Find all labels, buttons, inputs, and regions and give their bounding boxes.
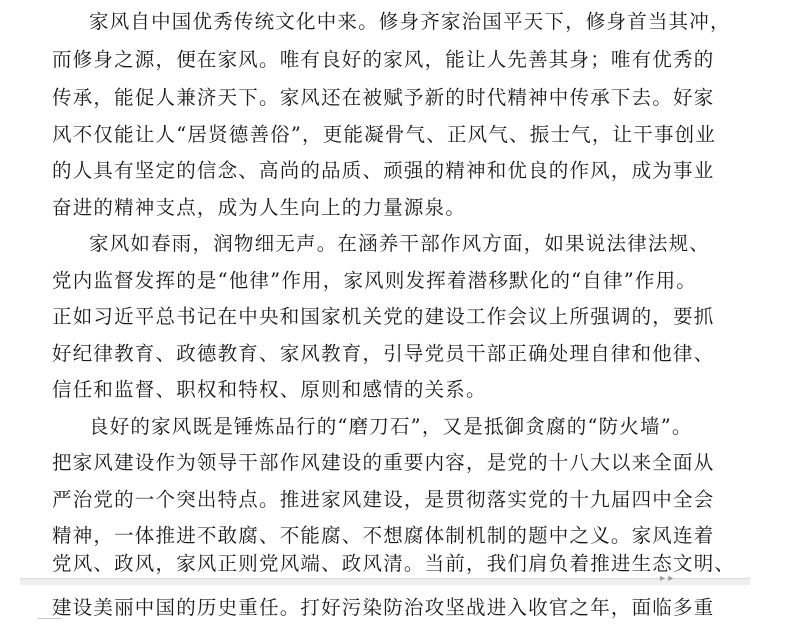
text-line: 风不仅能让人“居贤德善俗”，更能凝骨气、正风气、振士气，让干事创业 [52, 123, 717, 146]
page-break-divider [20, 578, 750, 585]
text-line: 奋进的精神支点，成为人生向上的力量源泉。 [52, 196, 467, 219]
text-line: 传承，能促人兼济天下。家风还在被赋予新的时代精神中传承下去。好家 [52, 86, 715, 109]
text-line: 党风、政风，家风正则党风端、政风清。当前，我们肩负着推进生态文明、 [52, 552, 736, 575]
text-line: 好纪律教育、政德教育、家风教育，引导党员干部正确处理自律和他律、 [52, 342, 715, 365]
text-line: 精神，一体推进不敢腐、不能腐、不想腐体制机制的题中之义。家风连着 [52, 524, 715, 547]
text-line: 而修身之源，便在家风。唯有良好的家风，能让人先善其身；唯有优秀的 [52, 48, 715, 71]
text-line: 党内监督发挥的是“他律”作用，家风则发挥着潜移默化的“自律”作用。 [52, 269, 697, 292]
page-break-marker-icon: ▸ ▸ [660, 573, 674, 584]
text-line: 的人具有坚定的信念、高尚的品质、顽强的精神和优良的作风，成为事业 [52, 159, 715, 182]
text-line: 信任和监督、职权和特权、原则和感情的关系。 [52, 378, 487, 401]
text-line: 把家风建设作为领导干部作风建设的重要内容，是党的十八大以来全面从 [52, 451, 715, 474]
text-line: 家风如春雨，润物细无声。在涵养干部作风方面，如果说法律法规、 [89, 232, 711, 255]
text-line: 严治党的一个突出特点。推进家风建设，是贯彻落实党的十九届四中全会 [52, 488, 715, 511]
text-line: 良好的家风既是锤炼品行的“磨刀石”，又是抵御贪腐的“防火墙”。 [89, 415, 693, 438]
text-line: 正如习近平总书记在中央和国家机关党的建设工作会议上所强调的，要抓 [52, 305, 715, 328]
text-line: 建设美丽中国的历史重任。打好污染防治攻坚战进入收官之年，面临多重 [52, 596, 715, 619]
page-corner-mark [38, 618, 62, 627]
text-line: 家风自中国优秀传统文化中来。修身齐家治国平天下，修身首当其冲， [89, 10, 731, 33]
